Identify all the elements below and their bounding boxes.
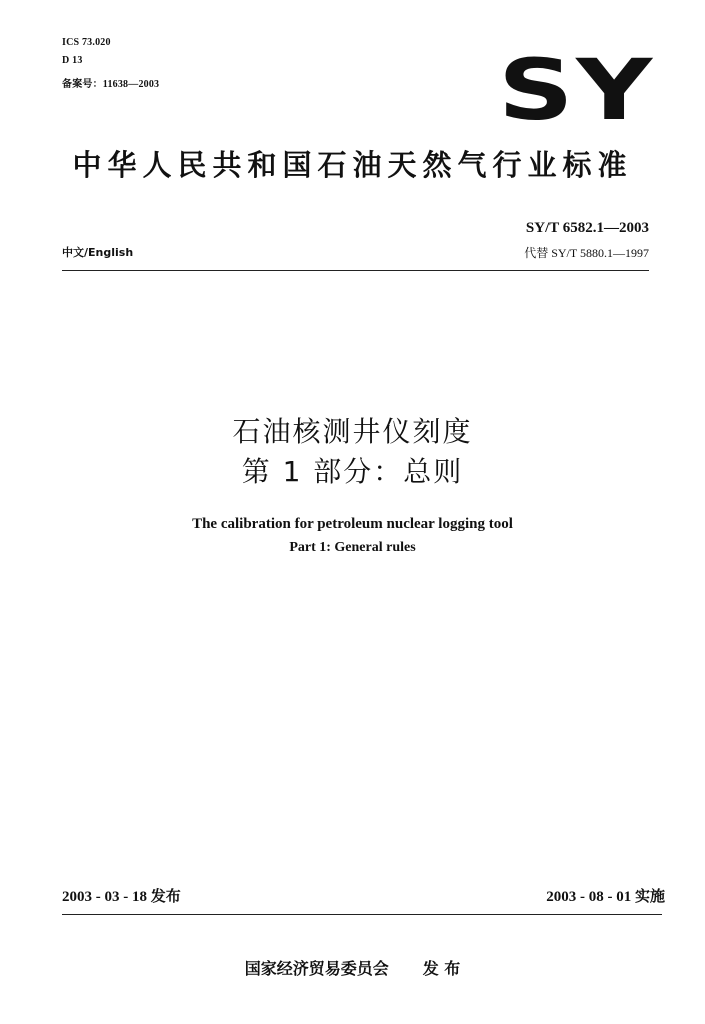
- title-chinese-line-1: 石油核测井仪刻度: [232, 415, 473, 448]
- bottom-divider: [62, 914, 662, 915]
- publisher-action: 发 布: [422, 959, 461, 978]
- industry-standard-title: 中华人民共和国石油天然气行业标准: [72, 148, 633, 182]
- record-number: 备案号：11638—2003: [62, 79, 160, 90]
- language-label: 中文/English: [62, 246, 134, 259]
- replaces-standard: 代替 SY/T 5880.1—1997: [524, 246, 649, 260]
- title-english-line-2: Part 1: General rules: [289, 540, 416, 555]
- title-english-line-1: The calibration for petroleum nuclear logging tool: [192, 516, 513, 532]
- issue-date: 2003 - 03 - 18 发布: [62, 889, 181, 905]
- publisher-name: 国家经济贸易委员会: [244, 959, 389, 978]
- ccs-code: D 13: [62, 55, 83, 66]
- title-chinese-line-2: 第 1 部分：总则: [241, 455, 464, 488]
- standard-number: SY/T 6582.1—2003: [525, 220, 649, 236]
- sy-logo: SY: [498, 41, 655, 139]
- publisher-line: [0, 956, 705, 979]
- implementation-date: 2003 - 08 - 01 实施: [546, 889, 665, 905]
- ics-code: ICS 73.020: [62, 37, 111, 48]
- top-divider: [62, 270, 649, 271]
